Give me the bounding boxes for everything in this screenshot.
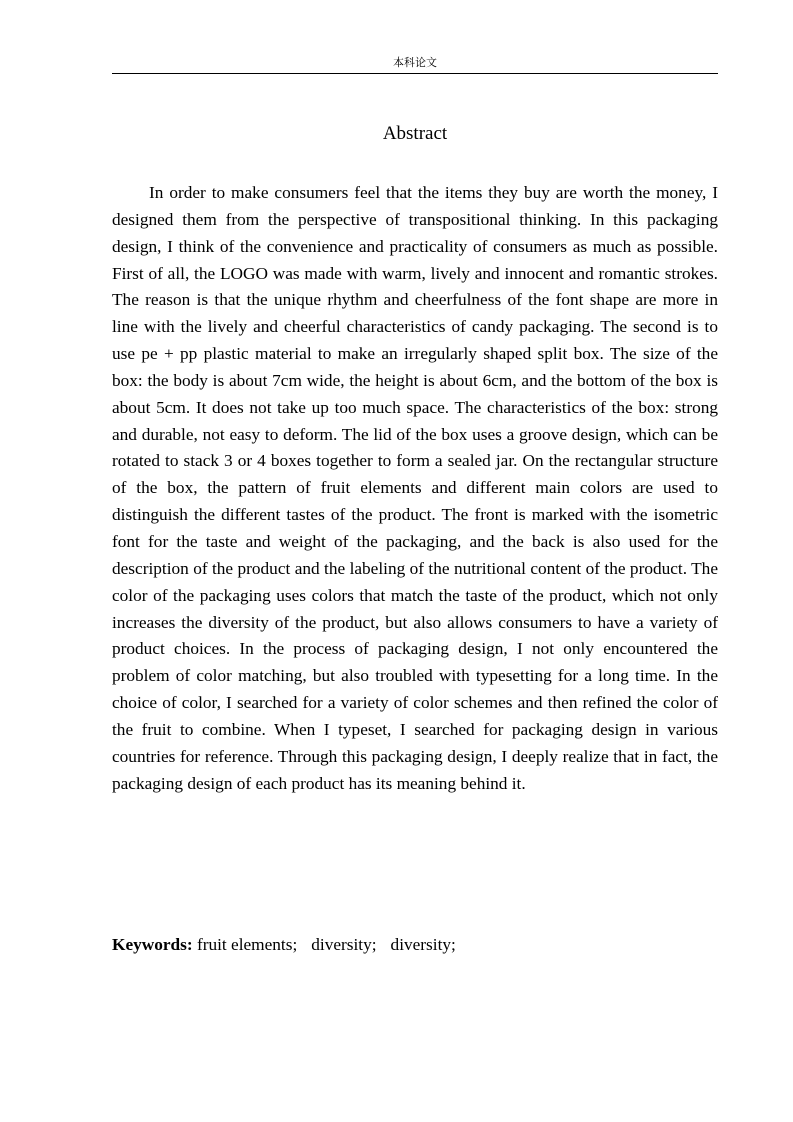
keyword-item: fruit elements; <box>196 935 298 954</box>
keywords-line <box>112 932 718 958</box>
running-header: 本科论文 <box>393 57 437 69</box>
keywords-label: Keywords: <box>112 935 193 954</box>
header-rule <box>112 73 718 74</box>
abstract-body: In order to make consumers feel that the items they buy are worth the money, I designed them from the perspective of transpositional thinking. In this packaging design, I think of the convenience and practicality of consumers as much as possible. First of all, the LOGO was made with warm, lively and innocent and romantic strokes. The reason is that the unique rhythm and cheerfulness of the font shape are more in line with the lively and cheerful characteristics of candy packaging. The second is to use pe + pp plastic material to make an irregularly shaped split box. The size of the box: the body is about 7cm wide, the height is about 6cm, and the bottom of the box is about 5cm. It does not take up too much space. The characteristics of the box: strong and durable, not easy to deform. The lid of the box uses a groove design, which can be rotated to stack 3 or 4 boxes together to form a sealed jar. On the rectangular structure of the box, the pattern of fruit elements and different main colors are used to distinguish the different tastes of the product. The front is marked with the isometric font for the taste and weight of the packaging, and the back is also used for the description of the product and the labeling of the nutritional content of the product. The color of the packaging uses colors that match the taste of the product, which not only increases the diversity of the product, but also allows consumers to have a variety of product choices. In the process of packaging design, I not only encountered the problem of color matching, but also troubled with typesetting for a long time. In the choice of color, I searched for a variety of color schemes and then refined the color of the fruit to combine. When I typeset, I searched for packaging design in various countries for reference. Through this packaging design, I deeply realize that in fact, the packaging design of each product has its meaning behind it. <box>112 183 718 793</box>
abstract-title: Abstract <box>382 123 448 144</box>
keyword-item: diversity; <box>390 935 456 954</box>
keyword-item: diversity; <box>311 935 377 954</box>
